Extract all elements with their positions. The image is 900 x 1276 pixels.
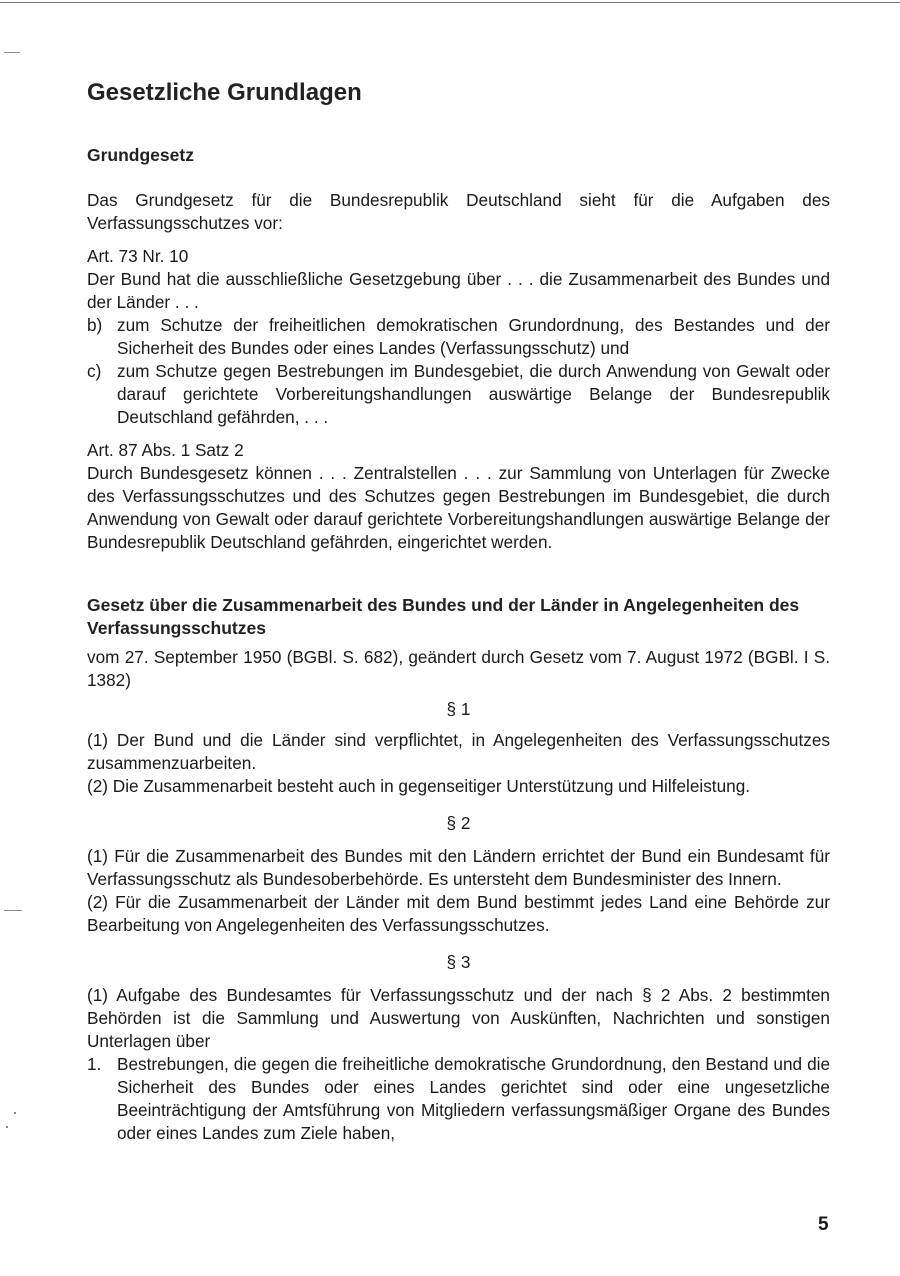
article-text-87: Durch Bundesgesetz können . . . Zentralstellen . . . zur Sammlung von Unterlagen für Zwecke des Verfassungsschutzes und des Schutzes gegen Bestrebungen im Bundesgebiet, die durch Anwendung von Gewalt oder darauf gerichtete Vorbereitungshandlungen auswärtige Belange der Bundesrepublik Deutschland gefährden, eingerichtet werden. [87,463,830,552]
scan-speck [6,1126,8,1128]
paragraph-2-abs-2: (2) Für die Zusammenarbeit der Länder mit dem Bund bestimmt jedes Land eine Behörde zur Bearbeitung von Angelegenheiten des Verfassungsschutzes. [87,892,830,935]
scan-speck [4,52,20,53]
law-date: vom 27. September 1950 (BGBl. S. 682), geändert durch Gesetz vom 7. August 1972 (BGBl. I S. 1382) [87,647,830,690]
list-item [87,360,830,429]
article-ref-87: Art. 87 Abs. 1 Satz 2 [87,440,244,460]
paragraph-1-abs-1: (1) Der Bund und die Länder sind verpflichtet, in Angelegenheiten des Verfassungsschutzes zusammenzuarbeiten. [87,730,830,773]
list-item-label: c) [87,361,102,381]
paragraph-sign-3: § 3 [446,952,471,972]
list-item-text: zum Schutze der freiheitlichen demokratischen Grundordnung, des Bestandes und der Sicherheit des Bundes oder eines Landes (Verfassungsschutz) und [117,315,830,358]
article-ref-73: Art. 73 Nr. 10 [87,246,189,266]
intro-paragraph: Das Grundgesetz für die Bundesrepublik Deutschland sieht für die Aufgaben des Verfassungsschutzes vor: [87,190,830,233]
paragraph-1-abs-2: (2) Die Zusammenarbeit besteht auch in gegenseitiger Unterstützung und Hilfeleistung. [87,776,751,796]
section-heading-law: Gesetz über die Zusammenarbeit des Bundes und der Länder in Angelegenheiten des Verfassungsschutzes [87,595,800,638]
list-item-text: Bestrebungen, die gegen die freiheitliche demokratische Grundordnung, den Bestand und die Sicherheit des Bundes oder eines Landes gerichtet sind oder eine ungesetzliche Beeinträchtigung der Amtsführung von Mitgliedern verfassungsmäßiger Organe des Bundes oder eines Landes zum Ziele haben, [117,1054,830,1143]
document-page [87,78,830,1145]
section-heading-grundgesetz: Grundgesetz [87,145,194,165]
list-item [87,1053,830,1145]
paragraph-3-abs-1: (1) Aufgabe des Bundesamtes für Verfassungsschutz und der nach § 2 Abs. 2 bestimmten Behörden ist die Sammlung und Auswertung von Auskünften, Nachrichten und sonstigen Unterlagen über [87,985,830,1051]
list-item-label: b) [87,315,103,335]
scan-speck [14,1112,16,1114]
article-text-73: Der Bund hat die ausschließliche Gesetzgebung über . . . die Zusammenarbeit des Bundes und der Länder . . . [87,269,830,312]
paragraph-sign-2: § 2 [446,813,471,833]
list-item [87,314,830,360]
list-item-text: zum Schutze gegen Bestrebungen im Bundesgebiet, die durch Anwendung von Gewalt oder darauf gerichtete Vorbereitungshandlungen auswärtige Belange der Bundesrepublik Deutschland gefährden, . . . [117,361,830,427]
page-title: Gesetzliche Grundlagen [87,79,362,106]
list-item-label: 1. [87,1054,102,1074]
paragraph-2-abs-1: (1) Für die Zusammenarbeit des Bundes mit den Ländern errichtet der Bund ein Bundesamt für Verfassungsschutz als Bundesoberbehörde. Es untersteht dem Bundesminister des Innern. [87,846,830,889]
page-number: 5 [818,1214,829,1235]
paragraph-sign-1: § 1 [446,699,471,719]
scan-speck [4,910,22,911]
top-rule [0,2,900,3]
